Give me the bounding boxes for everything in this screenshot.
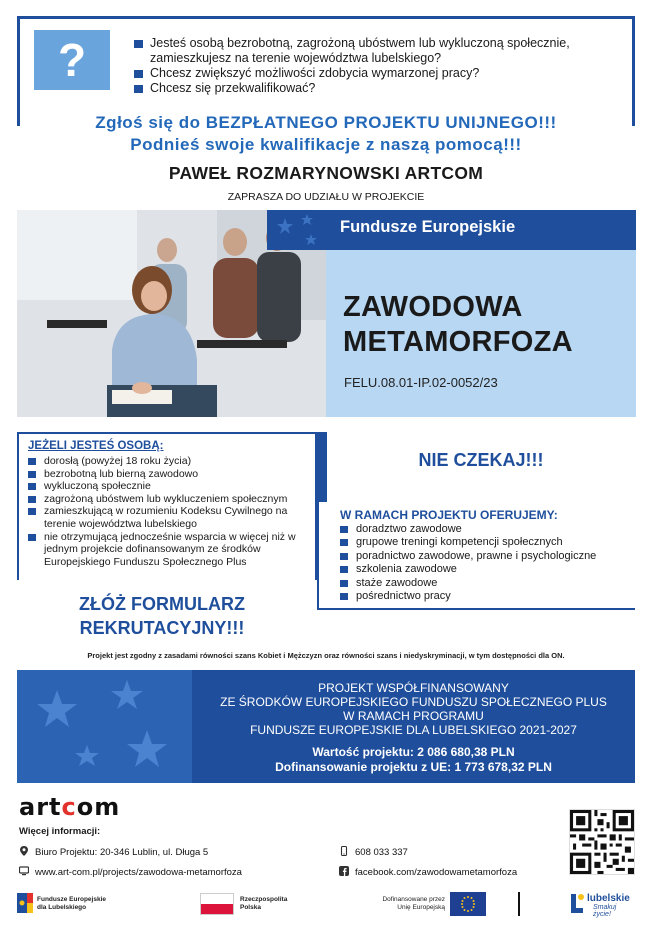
list-item: grupowe treningi kompetencji społecznych bbox=[340, 536, 630, 549]
funding-values bbox=[192, 745, 635, 775]
project-cofunding: Dofinansowanie projektu z UE: 1 773 678,32 PLN bbox=[275, 760, 552, 774]
poland-flag-icon bbox=[200, 893, 234, 915]
list-item: wykluczoną społecznie bbox=[28, 480, 318, 493]
question-item: Chcesz zwiększyć możliwości zdobycia wymarzonej pracy? bbox=[134, 66, 614, 81]
fe-logo bbox=[17, 893, 33, 918]
criteria-title: JEŻELI JESTEŚ OSOBĄ: bbox=[28, 440, 164, 452]
office-address: Biuro Projektu: 20-346 Lublin, ul. Długa 5 bbox=[19, 846, 208, 858]
eu-logo-text: Dofinansowane przez Unię Europejską bbox=[382, 896, 445, 911]
lubelskie-logo-text: lubelskie Smakuj życie! bbox=[587, 893, 630, 918]
list-item: staże zawodowe bbox=[340, 577, 630, 590]
rp-logo-text: Rzeczpospolita Polska bbox=[240, 896, 288, 911]
list-item: pośrednictwo pracy bbox=[340, 590, 630, 603]
offer-title: W RAMACH PROJEKTU OFERUJEMY: bbox=[340, 508, 558, 522]
list-item: szkolenia zawodowe bbox=[340, 563, 630, 576]
eu-stars-icon bbox=[267, 210, 326, 250]
project-value: Wartość projektu: 2 086 680,38 PLN bbox=[312, 745, 515, 759]
program-title: Fundusze Europejskie bbox=[340, 218, 516, 236]
offer-list bbox=[340, 523, 630, 603]
list-item: doradztwo zawodowe bbox=[340, 523, 630, 536]
more-info-label: Więcej informacji: bbox=[19, 826, 101, 837]
criteria-accent bbox=[317, 432, 327, 502]
headline-line-2: Podnieś swoje kwalifikacje z naszą pomocą!!! bbox=[122, 134, 529, 156]
location-pin-icon bbox=[19, 846, 29, 856]
monitor-icon bbox=[19, 866, 29, 876]
phone-number[interactable]: 608 033 337 bbox=[339, 846, 408, 858]
list-item: dorosłą (powyżej 18 roku życia) bbox=[28, 455, 318, 468]
eu-stars-icon bbox=[17, 670, 192, 783]
facebook-link[interactable]: facebook.com/zawodowametamorfoza bbox=[339, 866, 517, 878]
phone-icon bbox=[339, 846, 349, 856]
nie-czekaj-text: NIE CZEKAJ!!! bbox=[418, 450, 544, 470]
headline bbox=[17, 112, 635, 156]
divider bbox=[518, 892, 520, 916]
question-item: Chcesz się przekwalifikować? bbox=[134, 81, 614, 96]
list-item: zamieszkującą w rozumieniu Kodeksu Cywilnego na terenie województwa lubelskiego bbox=[28, 505, 318, 530]
eu-flag-icon bbox=[450, 892, 486, 916]
facebook-icon bbox=[339, 866, 349, 876]
qr-code-icon[interactable] bbox=[569, 809, 635, 875]
funding-text: PROJEKT WSPÓŁFINANSOWANY ZE ŚRODKÓW EUROPEJSKIEGO FUNDUSZU SPOŁECZNEGO PLUS W RAMACH PROGRAMU FUNDUSZE EUROPEJSKIE DLA LUBELSKIEGO 2021-2027 bbox=[220, 681, 607, 737]
list-item: poradnictwo zawodowe, prawne i psychologiczne bbox=[340, 550, 630, 563]
criteria-list bbox=[28, 455, 318, 568]
list-item: zagrożoną ubóstwem lub wykluczeniem społecznym bbox=[28, 493, 318, 506]
equality-note: Projekt jest zgodny z zasadami równości szans Kobiet i Mężczyzn oraz równości szans i niedyskryminacji, w tym dostępności dla ON. bbox=[87, 651, 565, 660]
list-item: nie otrzymującą jednocześnie wsparcia w więcej niż w jednym projekcie dofinansowanym ze środków Europejskiego Funduszu Społecznego Plus bbox=[28, 531, 318, 569]
headline-line-1: Zgłoś się do BEZPŁATNEGO PROJEKTU UNIJNEGO!!! bbox=[87, 112, 564, 134]
invite-text: ZAPRASZA DO UDZIAŁU W PROJEKCIE bbox=[227, 191, 425, 203]
list-item: bezrobotną lub bierną zawodowo bbox=[28, 468, 318, 481]
company-name: PAWEŁ ROZMARYNOWSKI ARTCOM bbox=[168, 163, 484, 183]
question-list bbox=[134, 36, 614, 96]
logo-bar bbox=[17, 885, 635, 923]
website-link[interactable]: www.art-com.pl/projects/zawodowa-metamorfoza bbox=[19, 866, 242, 878]
fe-logo-icon bbox=[17, 893, 33, 913]
project-title: ZAWODOWA METAMORFOZA bbox=[343, 291, 573, 358]
fe-logo-text: Fundusze Europejskie dla Lubelskiego bbox=[37, 896, 106, 911]
question-mark-icon: ? bbox=[34, 30, 110, 90]
form-cta: ZŁÓŻ FORMULARZ REKRUTACYJNY!!! bbox=[79, 594, 245, 638]
project-reference: FELU.08.01-IP.02-0052/23 bbox=[344, 375, 498, 390]
question-item: Jesteś osobą bezrobotną, zagrożoną ubóstwem lub wykluczoną społecznie, zamieszkujesz na terenie województwa lubelskiego? bbox=[134, 36, 614, 66]
artcom-logo: artcom bbox=[19, 793, 121, 821]
lubelskie-logo-icon bbox=[567, 892, 585, 921]
